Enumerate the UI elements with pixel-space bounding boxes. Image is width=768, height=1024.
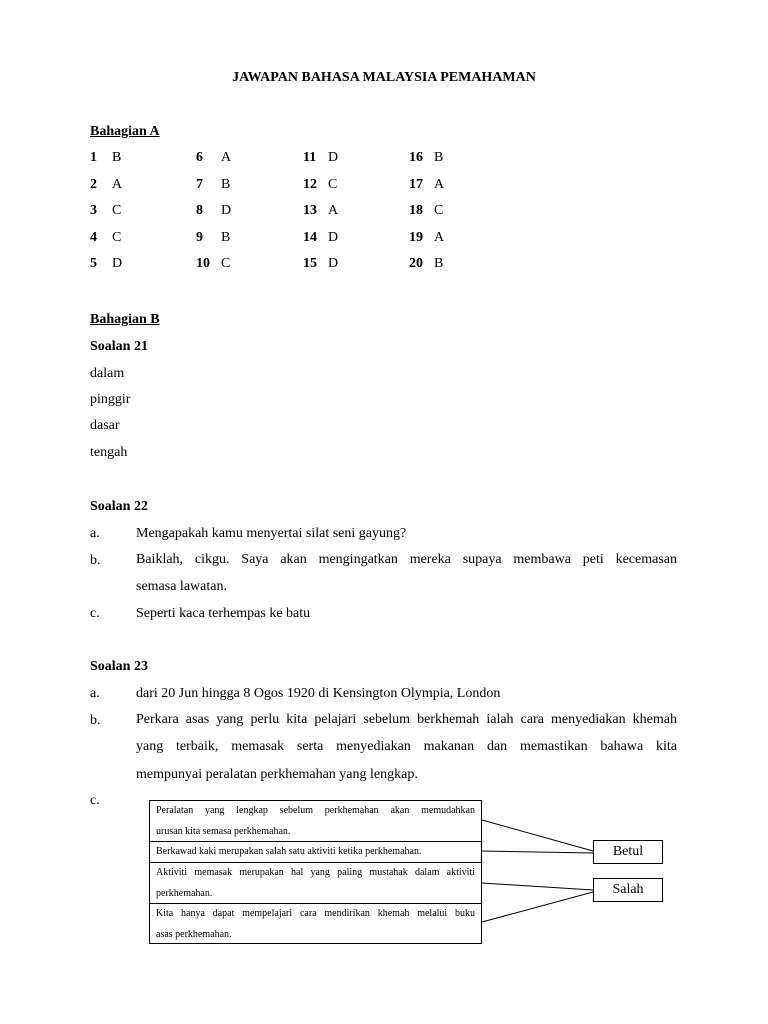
answer-letter: C bbox=[221, 256, 231, 272]
statement-line: perkhemahan. bbox=[156, 887, 213, 899]
soalan-23-heading: Soalan 23 bbox=[90, 659, 148, 674]
bahagian-a-heading: Bahagian A bbox=[90, 124, 160, 139]
item-marker: b. bbox=[90, 713, 101, 728]
question-number: 14 bbox=[303, 229, 317, 245]
soalan-22-b-line-2: semasa lawatan. bbox=[136, 579, 227, 594]
answer-letter: B bbox=[221, 176, 231, 192]
betul-label: Betul bbox=[593, 840, 663, 864]
item-marker: c. bbox=[90, 606, 100, 621]
soalan-23-b-line-2: yang terbaik, memasak serta menyediakan makanan dan memastikan bahawa kita bbox=[136, 739, 677, 754]
question-number: 8 bbox=[196, 203, 203, 219]
statement-line: Kita hanya dapat mempelajari cara mendirikan khemah melalui buku bbox=[156, 908, 475, 919]
answer-letter: D bbox=[328, 229, 339, 245]
soalan-22-b-line-1: Baiklah, cikgu. Saya akan mengingatkan mereka supaya membawa peti kecemasan bbox=[136, 552, 677, 567]
answer-letter: A bbox=[434, 229, 445, 245]
question-number: 10 bbox=[196, 256, 210, 272]
question-number: 9 bbox=[196, 229, 203, 245]
connector-line bbox=[482, 820, 593, 851]
question-number: 13 bbox=[303, 203, 317, 219]
soalan-23-a-text: dari 20 Jun hingga 8 Ogos 1920 di Kensington Olympia, London bbox=[136, 686, 501, 701]
answer-letter: D bbox=[328, 150, 339, 165]
answer-letter: B bbox=[221, 229, 231, 245]
question-number: 20 bbox=[409, 256, 423, 272]
question-number: 15 bbox=[303, 256, 317, 272]
question-number: 18 bbox=[409, 203, 423, 219]
soalan-23-b-line-3: mempunyai peralatan perkhemahan yang lengkap. bbox=[136, 767, 418, 782]
soalan-22-c-text: Seperti kaca terhempas ke batu bbox=[136, 606, 311, 621]
answer-letter: A bbox=[434, 176, 445, 192]
soalan-21-answer: pinggir bbox=[90, 392, 131, 407]
question-number: 6 bbox=[196, 150, 203, 165]
soalan-21-answer: tengah bbox=[90, 445, 128, 460]
question-number: 17 bbox=[409, 176, 423, 192]
item-marker: a. bbox=[90, 526, 100, 541]
answer-letter: D bbox=[221, 203, 232, 219]
answer-letter: B bbox=[434, 256, 444, 272]
question-number: 7 bbox=[196, 176, 203, 192]
soalan-21-answer: dalam bbox=[90, 366, 125, 381]
item-marker: a. bbox=[90, 686, 100, 701]
soalan-21-heading: Soalan 21 bbox=[90, 339, 148, 354]
answer-letter: C bbox=[112, 203, 122, 219]
question-number: 4 bbox=[90, 229, 97, 245]
soalan-22-a-text: Mengapakah kamu menyertai silat seni gayung? bbox=[136, 526, 407, 541]
answer-letter: C bbox=[328, 176, 338, 192]
answer-letter: A bbox=[328, 203, 339, 219]
page-title: JAWAPAN BAHASA MALAYSIA PEMAHAMAN bbox=[232, 70, 536, 85]
statement-line: Aktiviti memasak merupakan hal yang paling mustahak dalam aktiviti bbox=[156, 867, 475, 878]
bahagian-b-heading: Bahagian B bbox=[90, 312, 160, 327]
item-marker: b. bbox=[90, 553, 101, 568]
answer-letter: C bbox=[434, 203, 444, 219]
answer-letter: A bbox=[112, 176, 123, 192]
question-number: 11 bbox=[303, 150, 317, 165]
connector-line bbox=[482, 892, 593, 922]
statement-line: urusan kita semasa perkhemahan. bbox=[156, 825, 291, 837]
question-number: 1 bbox=[90, 150, 97, 165]
statement-line: Berkawad kaki merupakan salah satu aktiviti ketika perkhemahan. bbox=[156, 846, 422, 857]
answer-letter: B bbox=[434, 150, 444, 165]
soalan-21-answer: dasar bbox=[90, 418, 120, 433]
statement-line: asas perkhemahan. bbox=[156, 928, 232, 940]
answer-letter: C bbox=[112, 229, 122, 245]
question-number: 3 bbox=[90, 203, 97, 219]
connector-line bbox=[482, 851, 593, 853]
question-number: 16 bbox=[409, 150, 423, 165]
answer-letter: D bbox=[112, 256, 123, 272]
question-number: 5 bbox=[90, 256, 97, 272]
statement-line: Peralatan yang lengkap sebelum perkhemahan akan memudahkan bbox=[156, 805, 475, 816]
question-number: 19 bbox=[409, 229, 423, 245]
answer-letter: D bbox=[328, 256, 339, 272]
connector-line bbox=[482, 883, 593, 890]
item-marker: c. bbox=[90, 793, 100, 808]
soalan-23-b-line-1: Perkara asas yang perlu kita pelajari sebelum berkhemah ialah cara menyediakan khemah bbox=[136, 712, 677, 727]
question-number: 12 bbox=[303, 176, 317, 192]
question-number: 2 bbox=[90, 176, 97, 192]
answer-letter: A bbox=[221, 150, 232, 165]
answer-letter: B bbox=[112, 150, 122, 165]
salah-label: Salah bbox=[593, 878, 663, 902]
soalan-22-heading: Soalan 22 bbox=[90, 499, 148, 514]
